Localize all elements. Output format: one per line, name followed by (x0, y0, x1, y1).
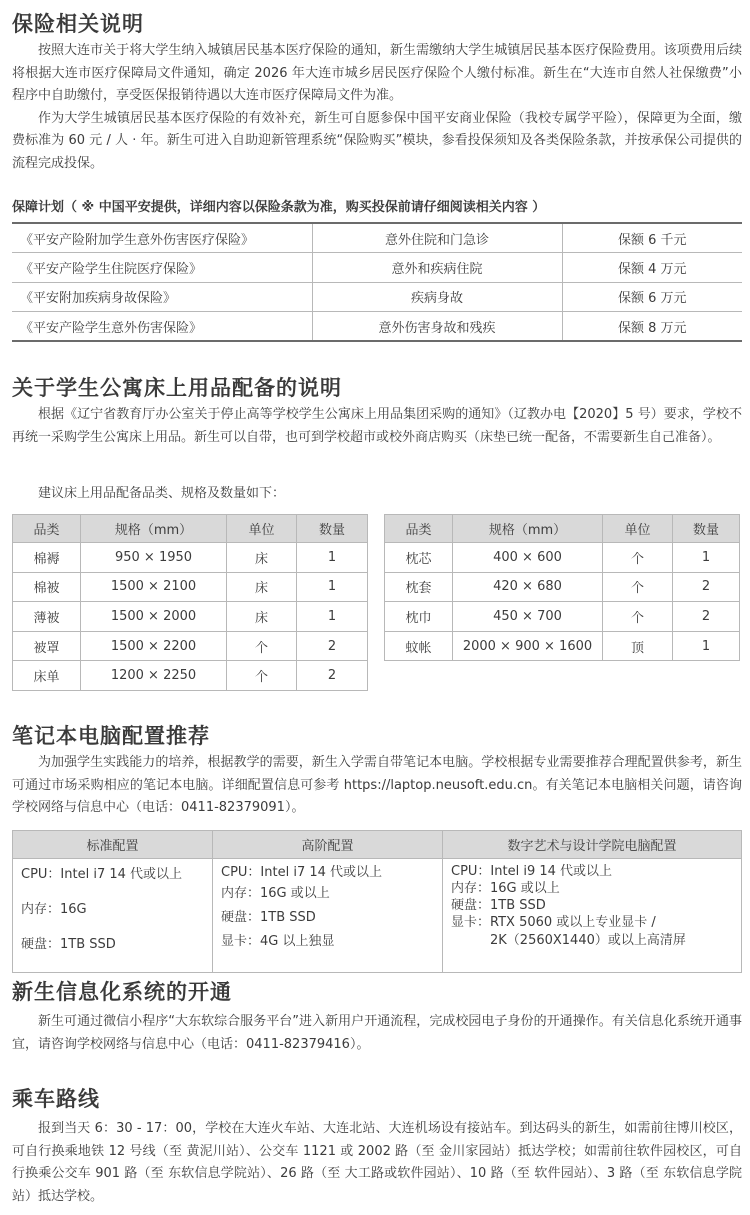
bedding-item: 被罩 (13, 631, 81, 661)
standard-memory: 内存：16G (21, 902, 87, 917)
table-row (12, 223, 742, 253)
header-item: 品类 (13, 515, 81, 543)
header-standard: 标准配置 (13, 831, 213, 859)
table-header-row (13, 515, 368, 543)
standard-disk: 硬盘：1TB SSD (21, 937, 116, 952)
insurance-text (12, 40, 742, 175)
table-row (13, 859, 742, 973)
table-row (385, 543, 740, 573)
table-row (12, 253, 742, 283)
info-system-para-1: 新生可通过微信小程序“大东软综合服务平台”进入新用户开通流程，完成校园电子身份的开通操作。有关信息化系统开通事宜，请咨询学校网络与信息中心（电话：0411-82379416）。 (12, 1014, 742, 1052)
bedding-unit: 床 (227, 602, 297, 632)
advanced-disk: 硬盘：1TB SSD (221, 910, 316, 925)
header-item: 品类 (385, 515, 453, 543)
art-screen: 2K（2560X1440）或以上高清屏 (451, 933, 686, 948)
bedding-item: 薄被 (13, 602, 81, 632)
header-qty: 数量 (673, 515, 740, 543)
route-para-1: 报到当天 6：30 - 17：00，学校在大连火车站、大连北站、大连机场设有接站车。到达码头的新生，如需前往博川校区，可自行换乘地铁 12 号线（至 黄泥川站）、公交车 1121 或 2002 路（至 金川家园站）抵达学校；如需前往软件园校区，可自行换乘公交车 901 路（至 东软信息学院站）、26 路（至 大工路或软件园站）、10 路（至 软件园站）、3 路（至 东软信息学院站）抵达学校。 (12, 1121, 742, 1204)
bedding-table-left (12, 514, 368, 691)
bedding-item: 枕套 (385, 572, 453, 602)
bedding-qty: 2 (297, 631, 368, 661)
bedding-table-right (384, 514, 740, 661)
insurance-title: 保险相关说明 (12, 12, 144, 36)
header-art: 数字艺术与设计学院电脑配置 (443, 831, 742, 859)
insurance-amount: 保额 8 万元 (562, 312, 742, 342)
insurance-para-2: 作为大学生城镇居民基本医疗保险的有效补充，新生可自愿参保中国平安商业保险（我校专属学平险），保障更为全面，缴费标准为 60 元 / 人 · 年。新生可进入自助迎新管理系统“保险购买”模块，参看投保须知及各类保险条款，并按承保公司提供的流程完成投保。 (12, 110, 742, 171)
bedding-qty: 1 (297, 602, 368, 632)
bedding-qty: 2 (673, 572, 740, 602)
table-row (13, 543, 368, 573)
bedding-unit: 个 (227, 631, 297, 661)
bedding-item: 蚊帐 (385, 631, 453, 661)
art-disk: 硬盘：1TB SSD (451, 898, 546, 913)
standard-cpu: CPU：Intel i7 14 代或以上 (21, 867, 183, 882)
table-row (385, 572, 740, 602)
insurance-para-1: 按照大连市关于将大学生纳入城镇居民基本医疗保险的通知，新生需缴纳大学生城镇居民基本医疗保险费用。该项费用后续将根据大连市医疗保障局文件通知，确定 2026 年大连市城乡居民医疗保险个人缴付标准。新生在“大连市自然人社保缴费”小程序中自助缴付，享受医保报销待遇以大连市医疗保障局文件为准。 (12, 43, 742, 103)
route-text (12, 1118, 742, 1208)
info-system-title: 新生信息化系统的开通 (12, 980, 232, 1004)
insurance-amount: 保额 6 万元 (562, 282, 742, 312)
art-gpu: 显卡：RTX 5060 或以上专业显卡 / (451, 915, 656, 930)
insurance-name: 《平安产险附加学生意外伤害医疗保险》 (12, 223, 312, 253)
advanced-gpu: 显卡：4G 以上独显 (221, 934, 335, 949)
bedding-item: 枕芯 (385, 543, 453, 573)
art-config (443, 859, 742, 973)
bedding-spec: 450 × 700 (453, 602, 603, 632)
insurance-name: 《平安产险学生意外伤害保险》 (12, 312, 312, 342)
bedding-item: 枕巾 (385, 602, 453, 632)
bedding-spec: 950 × 1950 (81, 543, 227, 573)
bedding-unit: 个 (603, 572, 673, 602)
insurance-name: 《平安产险学生住院医疗保险》 (12, 253, 312, 283)
bedding-qty: 1 (297, 572, 368, 602)
art-cpu: CPU：Intel i9 14 代或以上 (451, 864, 613, 879)
table-header-row (13, 831, 742, 859)
bedding-item: 棉褥 (13, 543, 81, 573)
table-row (12, 312, 742, 342)
advanced-cpu: CPU：Intel i7 14 代或以上 (221, 865, 383, 880)
header-advanced: 高阶配置 (213, 831, 443, 859)
advanced-memory: 内存：16G 或以上 (221, 886, 330, 901)
bedding-spec: 1500 × 2200 (81, 631, 227, 661)
bedding-unit: 床 (227, 543, 297, 573)
table-row (12, 282, 742, 312)
bedding-spec: 2000 × 900 × 1600 (453, 631, 603, 661)
bedding-unit: 个 (603, 602, 673, 632)
table-row (13, 661, 368, 691)
insurance-scope: 意外伤害身故和残疾 (312, 312, 562, 342)
bedding-qty: 1 (673, 543, 740, 573)
laptop-table (12, 830, 742, 973)
bedding-spec: 1500 × 2100 (81, 572, 227, 602)
bedding-spec: 1200 × 2250 (81, 661, 227, 691)
route-title: 乘车路线 (12, 1087, 100, 1111)
bedding-text (12, 404, 742, 449)
insurance-name: 《平安附加疾病身故保险》 (12, 282, 312, 312)
bedding-spec: 400 × 600 (453, 543, 603, 573)
table-row (13, 572, 368, 602)
insurance-scope: 意外住院和门急诊 (312, 223, 562, 253)
header-qty: 数量 (297, 515, 368, 543)
bedding-spec: 420 × 680 (453, 572, 603, 602)
bedding-title: 关于学生公寓床上用品配备的说明 (12, 376, 342, 400)
bedding-qty: 2 (673, 602, 740, 632)
bedding-qty: 2 (297, 661, 368, 691)
laptop-text (12, 752, 742, 820)
table-row (13, 631, 368, 661)
insurance-scope: 意外和疾病住院 (312, 253, 562, 283)
bedding-para-1: 根据《辽宁省教育厅办公室关于停止高等学校学生公寓床上用品集团采购的通知》（辽教办电【2020】5 号）要求，学校不再统一采购学生公寓床上用品。新生可以自带，也可到学校超市或校外商店购买（床垫已统一配备，不需要新生自己准备）。 (12, 407, 742, 445)
advanced-config (213, 859, 443, 973)
table-header-row (385, 515, 740, 543)
bedding-item: 床单 (13, 661, 81, 691)
bedding-unit: 床 (227, 572, 297, 602)
insurance-table (12, 222, 742, 342)
insurance-amount: 保额 6 千元 (562, 223, 742, 253)
header-spec: 规格（mm） (81, 515, 227, 543)
insurance-scope: 疾病身故 (312, 282, 562, 312)
info-system-text (12, 1011, 742, 1056)
bedding-spec: 1500 × 2000 (81, 602, 227, 632)
header-spec: 规格（mm） (453, 515, 603, 543)
bedding-qty: 1 (673, 631, 740, 661)
table-row (385, 602, 740, 632)
header-unit: 单位 (603, 515, 673, 543)
bedding-intro (12, 483, 742, 506)
insurance-amount: 保额 4 万元 (562, 253, 742, 283)
bedding-unit: 顶 (603, 631, 673, 661)
bedding-item: 棉被 (13, 572, 81, 602)
bedding-qty: 1 (297, 543, 368, 573)
table-row (13, 602, 368, 632)
bedding-unit: 个 (227, 661, 297, 691)
laptop-para-1: 为加强学生实践能力的培养，根据教学的需要，新生入学需自带笔记本电脑。学校根据专业需要推荐合理配置供参考，新生可通过市场采购相应的笔记本电脑。详细配置信息可参考 https://laptop.neusoft.edu.cn。有关笔记本电脑相关问题，请咨询学校网络与信息中心（电话：0411-82379091）。 (12, 755, 742, 815)
bedding-para-2: 建议床上用品配备品类、规格及数量如下： (38, 486, 286, 501)
standard-config (13, 859, 213, 973)
laptop-title: 笔记本电脑配置推荐 (12, 724, 210, 748)
bedding-unit: 个 (603, 543, 673, 573)
header-unit: 单位 (227, 515, 297, 543)
table-row (385, 631, 740, 661)
art-memory: 内存：16G 或以上 (451, 881, 560, 896)
insurance-plan-title: 保障计划（ ※ 中国平安提供，详细内容以保险条款为准，购买投保前请仔细阅读相关内容 ） (12, 200, 546, 215)
